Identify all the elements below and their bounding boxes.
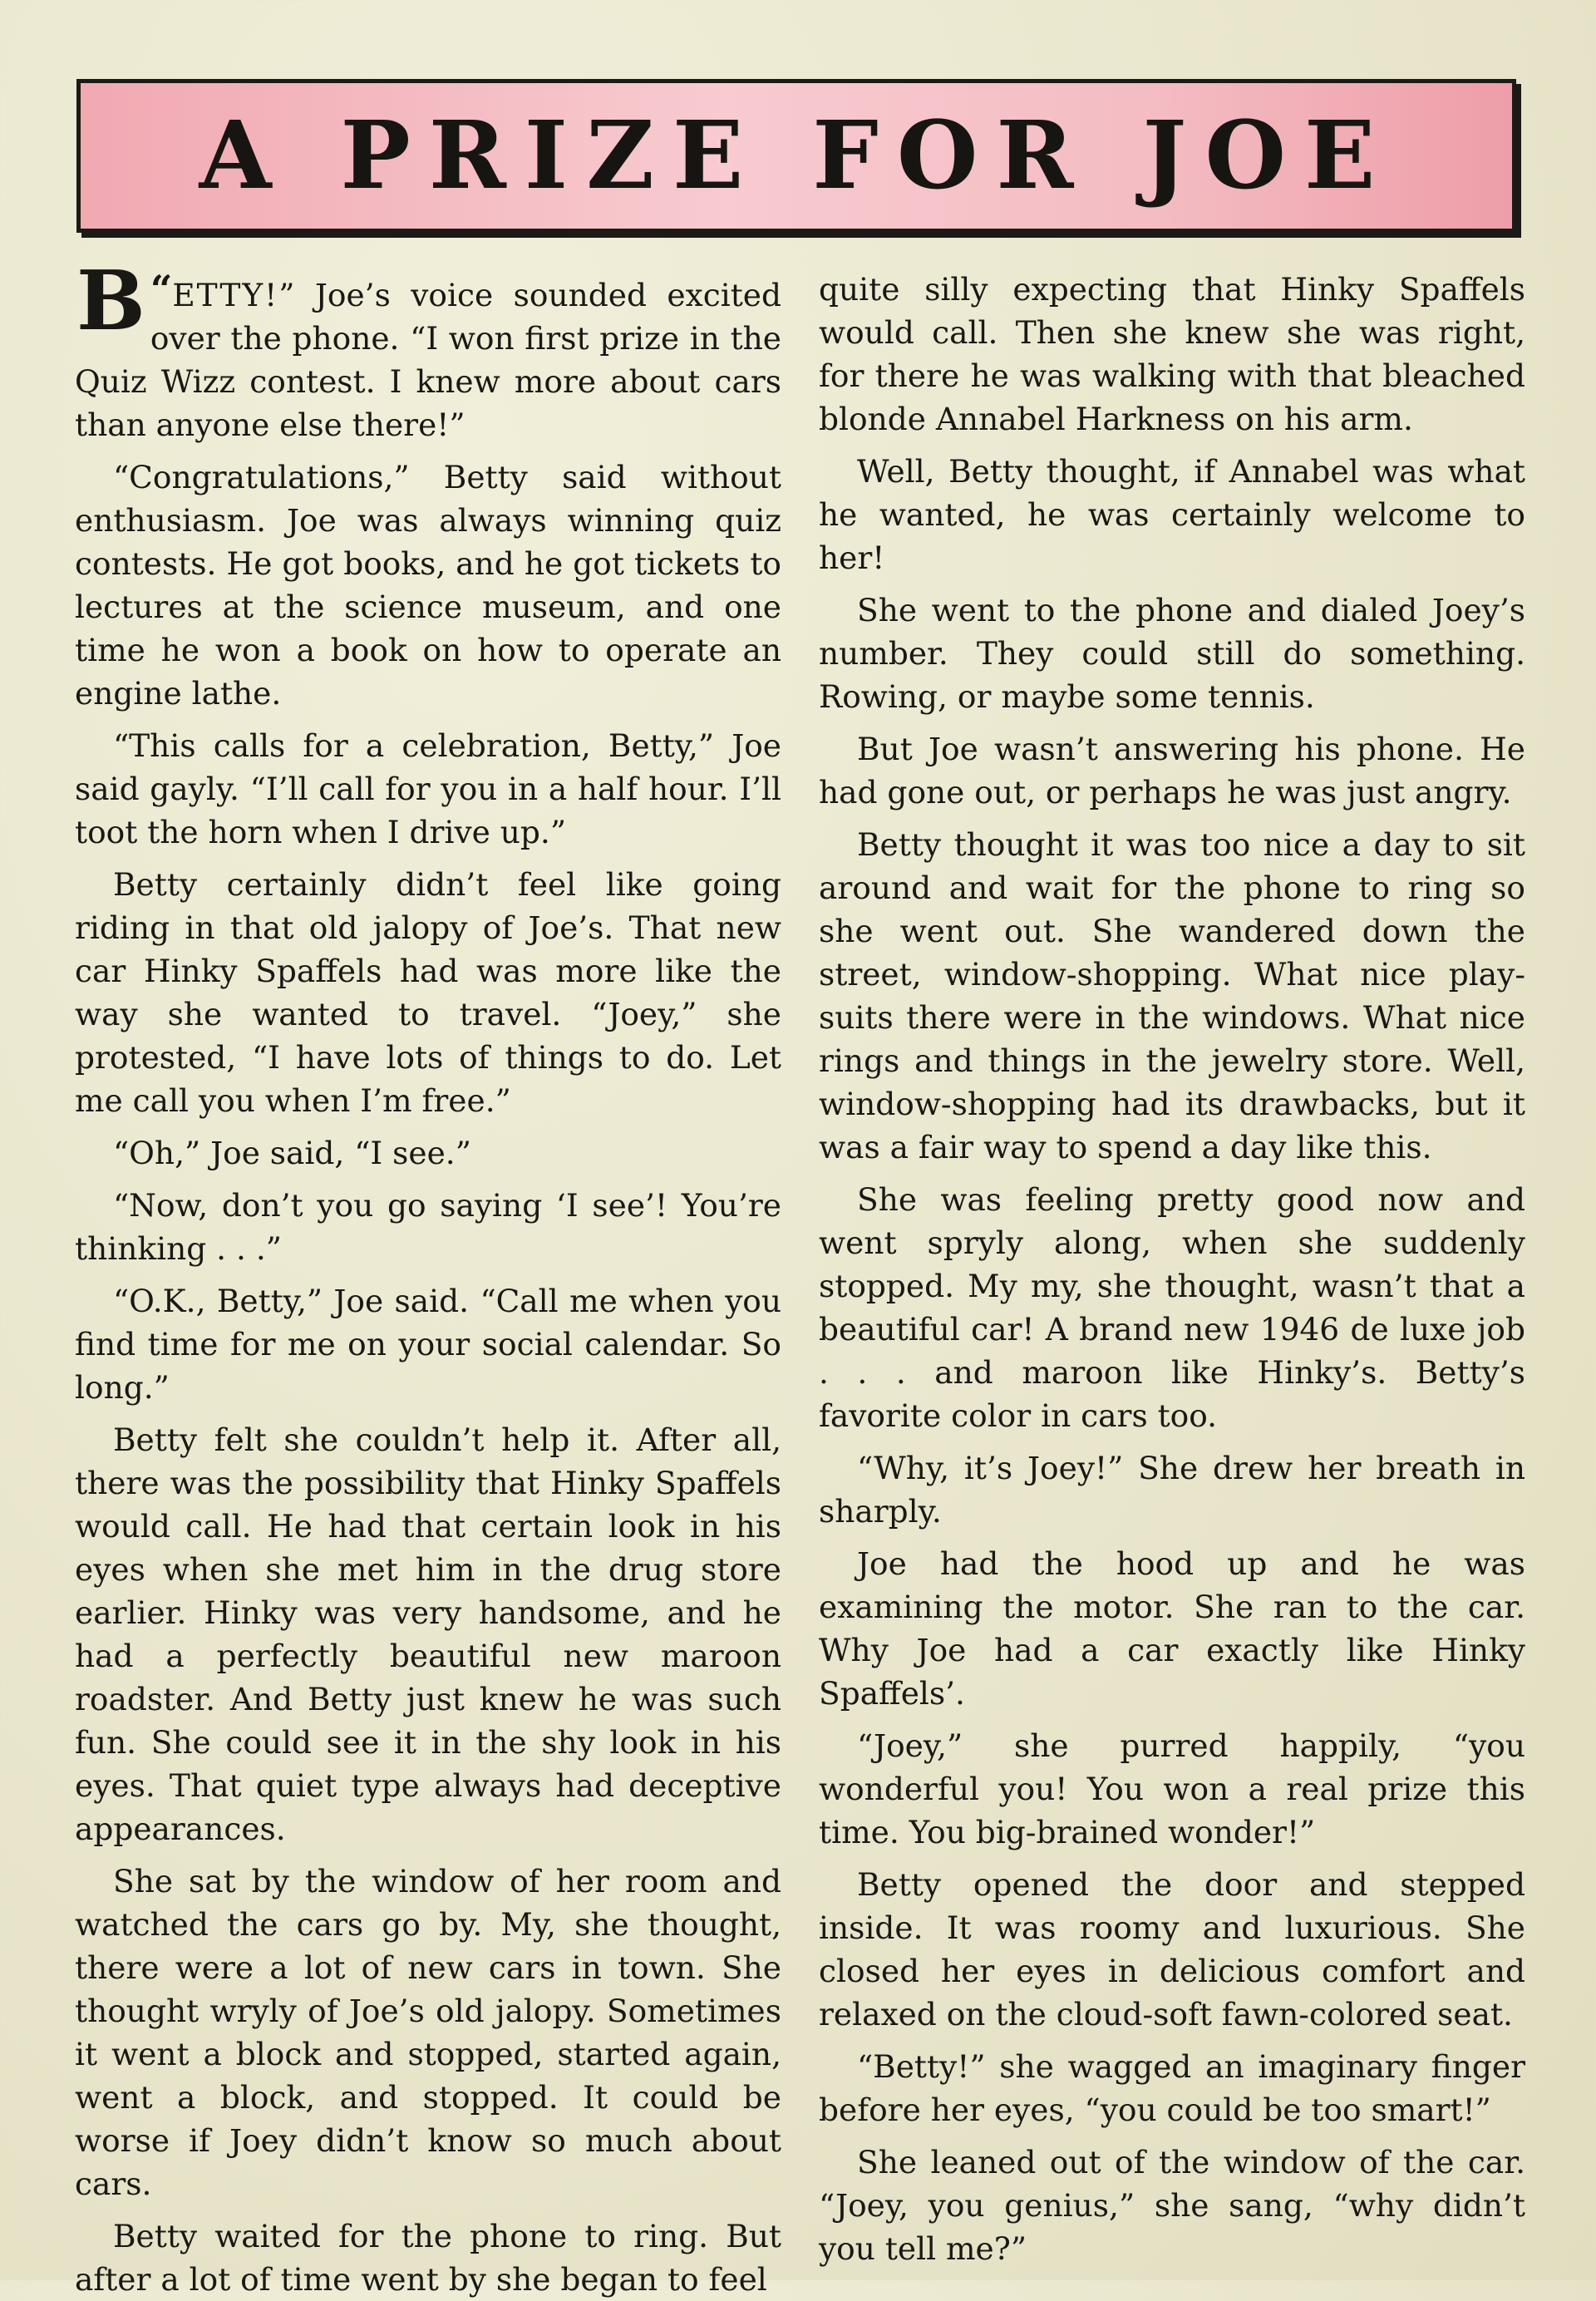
paragraph: Well, Betty thought, if Annabel was what he wanted, he was certainly welcome to her! [819,453,1525,576]
paragraph: “O.K., Betty,” Joe said. “Call me when you find time for me on your social calendar. So long.” [75,1283,781,1406]
drop-cap: B [76,254,145,349]
paragraph: But Joe wasn’t answering his phone. He had gone out, or perhaps he was just angry. [819,731,1525,811]
paragraph: Betty waited for the phone to ring. But after a lot of time went by she began to feel [75,2218,781,2298]
story-title: A PRIZE FOR JOE [199,101,1394,210]
lead-text: ” Joe’s voice sounded excited over the phone. “I won first prize in the Quiz Wizz contest. I knew more about cars than anyone else there!” [75,277,781,443]
right-column [819,268,1525,2267]
lead-caps: ETTY! [172,277,279,313]
paragraph: She was feeling pretty good now and went spryly along, when she suddenly stopped. My my, she thought, wasn’t that a beautiful car! A brand new 1946 de luxe job . . . and maroon like Hinky’s. Betty’s favorite color in cars too. [819,1181,1525,1434]
paragraph: Betty felt she couldn’t help it. After all, there was the possibility that Hinky Spaffels would call. He had that certain look in his eyes when she met him in the drug store earlier. Hinky was very handsome, and he had a perfectly beautiful new maroon roadster. And Betty just knew he was such fun. She could see it in the shy look in his eyes. That quiet type always had deceptive appearances. [75,1421,781,1847]
paragraph: Joe had the hood up and he was examining the motor. She ran to the car. Why Joe had a car exactly like Hinky Spaffels’. [819,1545,1525,1712]
paragraph: “This calls for a celebration, Betty,” Joe said gayly. “I’ll call for you in a half hour. I’ll toot the horn when I drive up.” [75,727,781,850]
paragraph: “Why, it’s Joey!” She drew her breath in sharply. [819,1450,1525,1530]
paragraph: “Now, don’t you go saying ‘I see’! You’re thinking . . .” [75,1187,781,1267]
paragraph: “Oh,” Joe said, “I see.” [113,1135,471,1171]
paragraph: “Betty!” she wagged an imaginary finger before her eyes, “you could be too smart!” [819,2048,1525,2128]
paragraph: She went to the phone and dialed Joey’s number. They could still do something. Rowing, or maybe some tennis. [819,592,1525,715]
paragraph: She sat by the window of her room and watched the cars go by. My, she thought, there were a lot of new cars in town. She thought wryly of Joe’s old jalopy. Sometimes it went a block and stopped, started again, went a block, and stopped. It could be worse if Joey didn’t know so much about cars. [75,1863,781,2202]
continued-paragraph: quite silly expecting that Hinky Spaffels would call. Then she knew she was right, for there he was walking with that bleached blonde Annabel Harkness on his arm. [819,271,1525,437]
paragraph: “Joey,” she purred happily, “you wonderful you! You won a real prize this time. You big-brained wonder!” [819,1727,1525,1850]
paragraph: Betty thought it was too nice a day to sit around and wait for the phone to ring so she went out. She wandered down the street, window-shopping. What nice play-suits there were in the windows. What nice rings and things in the jewelry store. Well, window-shopping had its drawbacks, but it was a fair way to spend a day like this. [819,826,1525,1165]
paragraph: “Congratulations,” Betty said without enthusiasm. Joe was always winning quiz contests. He got books, and he got tickets to lectures at the science museum, and one time he won a book on how to operate an engine lathe. [75,459,781,712]
left-column [75,254,781,2298]
paragraph: Betty certainly didn’t feel like going riding in that old jalopy of Joe’s. That new car Hinky Spaffels had was more like the way she wanted to travel. “Joey,” she protested, “I have lots of things to do. Let me call you when I’m free.” [75,866,781,1119]
lead-paragraph [75,254,781,446]
paragraph: Betty opened the door and stepped inside. It was roomy and luxurious. She closed her eyes in delicious comfort and relaxed on the cloud-soft fawn-colored seat. [819,1866,1525,2032]
title-banner [76,79,1516,233]
paragraph: She leaned out of the window of the car. “Joey, you genius,” she sang, “why didn’t you tell me?” [819,2144,1525,2267]
lead-open-quote: “ [150,267,173,312]
